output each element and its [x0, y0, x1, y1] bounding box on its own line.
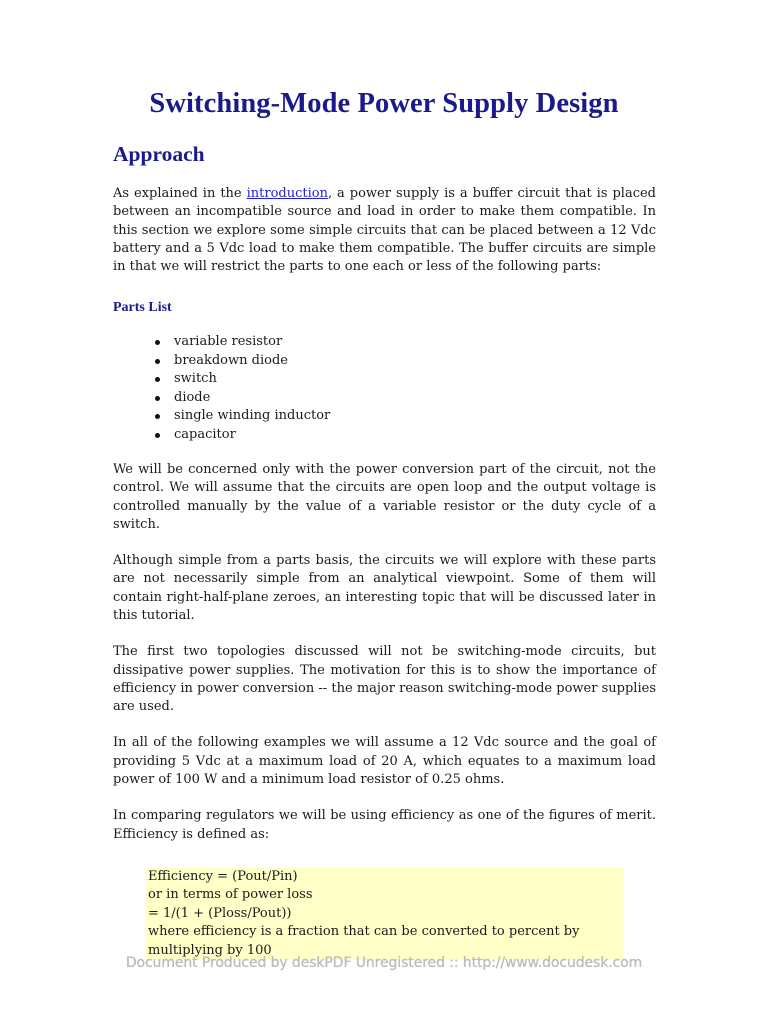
formula-line: multiplying by 100 [148, 942, 272, 958]
intro-paragraph [113, 185, 656, 276]
footer-watermark: Document Produced by deskPDF Unregistered :: http://www.docudesk.com [125, 955, 643, 971]
list-item: diode [174, 389, 656, 407]
parts-list [113, 333, 656, 443]
document-body [113, 185, 656, 960]
formula-line: where efficiency is a fraction that can be converted to percent by [148, 924, 580, 940]
formula-line: or in terms of power loss [148, 887, 313, 903]
body-paragraph: In comparing regulators we will be using efficiency as one of the figures of merit. Efficiency is defined as: [113, 808, 656, 842]
page-title: Switching-Mode Power Supply Design [149, 88, 619, 119]
body-paragraph: The first two topologies discussed will not be switching-mode circuits, but dissipative power supplies. The motivation for this is to show the importance of efficiency in power conversion -- the major reason switching-mode power supplies are used. [113, 644, 656, 715]
efficiency-formula-box [146, 868, 624, 960]
body-paragraph: Although simple from a parts basis, the circuits we will explore with these parts are not necessarily simple from an analytical viewpoint. Some of them will contain right-half-plane zeroes, an interesting topic that will be discussed later in this tutorial. [113, 553, 656, 623]
intro-text-before-link: As explained in the [113, 186, 247, 201]
section-heading: Approach [113, 142, 205, 166]
formula-line: Efficiency = (Pout/Pin) [148, 868, 298, 884]
introduction-link[interactable]: introduction [246, 186, 328, 201]
formula-line: = 1/(1 + (Ploss/Pout)) [148, 905, 292, 921]
list-item: capacitor [174, 426, 656, 444]
body-paragraph: In all of the following examples we will assume a 12 Vdc source and the goal of providing 5 Vdc at a maximum load of 20 A, which equates to a maximum load power of 100 W and a minimum load resistor of 0.25 ohms. [113, 735, 656, 788]
list-item: switch [174, 370, 656, 388]
list-item: breakdown diode [174, 352, 656, 370]
list-item: variable resistor [174, 333, 656, 351]
intro-text-after-link: , a power supply is a buffer circuit that is placed between an incompatible source and load in order to make them compatible. In this section we explore some simple circuits that can be placed between a 12 Vdc battery and a 5 Vdc load to make them compatible. The buffer circuits are simple in that we will restrict the parts to one each or less of the following parts: [113, 186, 656, 275]
list-item: single winding inductor [174, 407, 656, 425]
parts-list-heading: Parts List [113, 300, 172, 316]
body-paragraph: We will be concerned only with the power conversion part of the circuit, not the control. We will assume that the circuits are open loop and the output voltage is controlled manually by the value of a variable resistor or the duty cycle of a switch. [113, 461, 656, 532]
